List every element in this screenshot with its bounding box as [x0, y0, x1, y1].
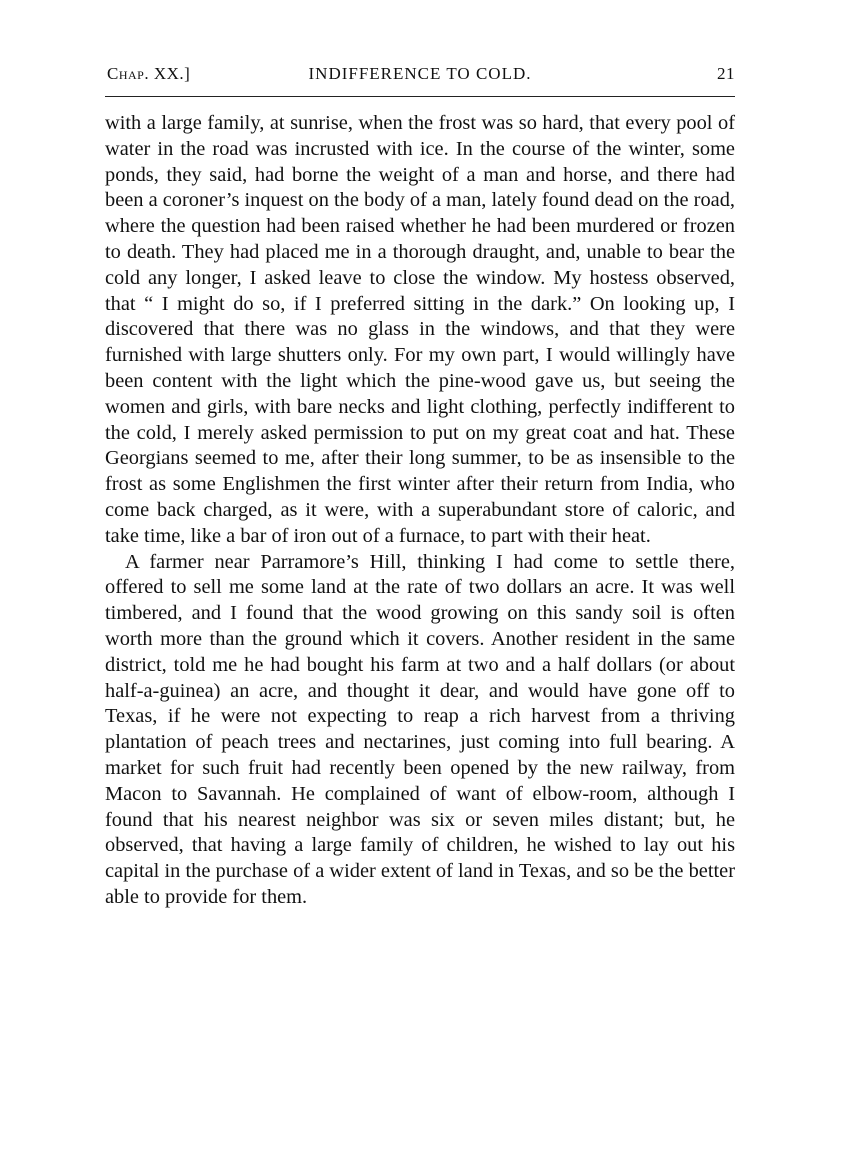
book-page: [105, 58, 735, 911]
paragraph-2: A farmer near Parramore’s Hill, thinking I had come to settle there, offered to sell me some land at the rate of two dollars an acre. It was well timbered, and I found that the wood growing on this sandy soil is often worth more than the ground which it covers. Another resident in the same district, told me he had bought his farm at two and a half dollars (or about half-a-guinea) an acre, and thought it dear, and would have gone off to Texas, if he were not expecting to reap a rich harvest from a thriving plantation of peach trees and nectarines, just coming into full bearing. A market for such fruit had recently been opened by the new railway, from Macon to Savannah. He complained of want of elbow-room, although I found that his nearest neighbor was six or seven miles distant; but, he observed, that having a large family of children, he wished to lay out his capital in the purchase of a wider extent of land in Texas, and so be the better able to provide for them.: [105, 550, 735, 908]
chapter-label: Chap. XX.]: [107, 64, 191, 83]
header-rule: [105, 96, 735, 97]
running-header: [105, 58, 735, 88]
body-text: [105, 111, 735, 911]
page-number: 21: [717, 64, 735, 83]
paragraph-1: with a large family, at sunrise, when the frost was so hard, that every pool of water in the road was incrusted with ice. In the course of the winter, some ponds, they said, had borne the weight of a man and horse, and there had been a coroner’s inquest on the body of a man, lately found dead on the road, where the question had been raised whether he had been murdered or frozen to death. They had placed me in a thorough draught, and, unable to bear the cold any longer, I asked leave to close the window. My hostess observed, that “ I might do so, if I preferred sitting in the dark.” On looking up, I discovered that there was no glass in the windows, and that they were furnished with large shutters only. For my own part, I would willingly have been content with the light which the pine-wood gave us, but seeing the women and girls, with bare necks and light clothing, perfectly indifferent to the cold, I merely asked permission to put on my great coat and hat. These Georgians seemed to me, after their long summer, to be as insensible to the frost as some Englishmen the first winter after their return from India, who come back charged, as it were, with a superabundant store of caloric, and take time, like a bar of iron out of a furnace, to part with their heat.: [105, 112, 735, 547]
running-title: INDIFFERENCE TO COLD.: [308, 64, 532, 83]
